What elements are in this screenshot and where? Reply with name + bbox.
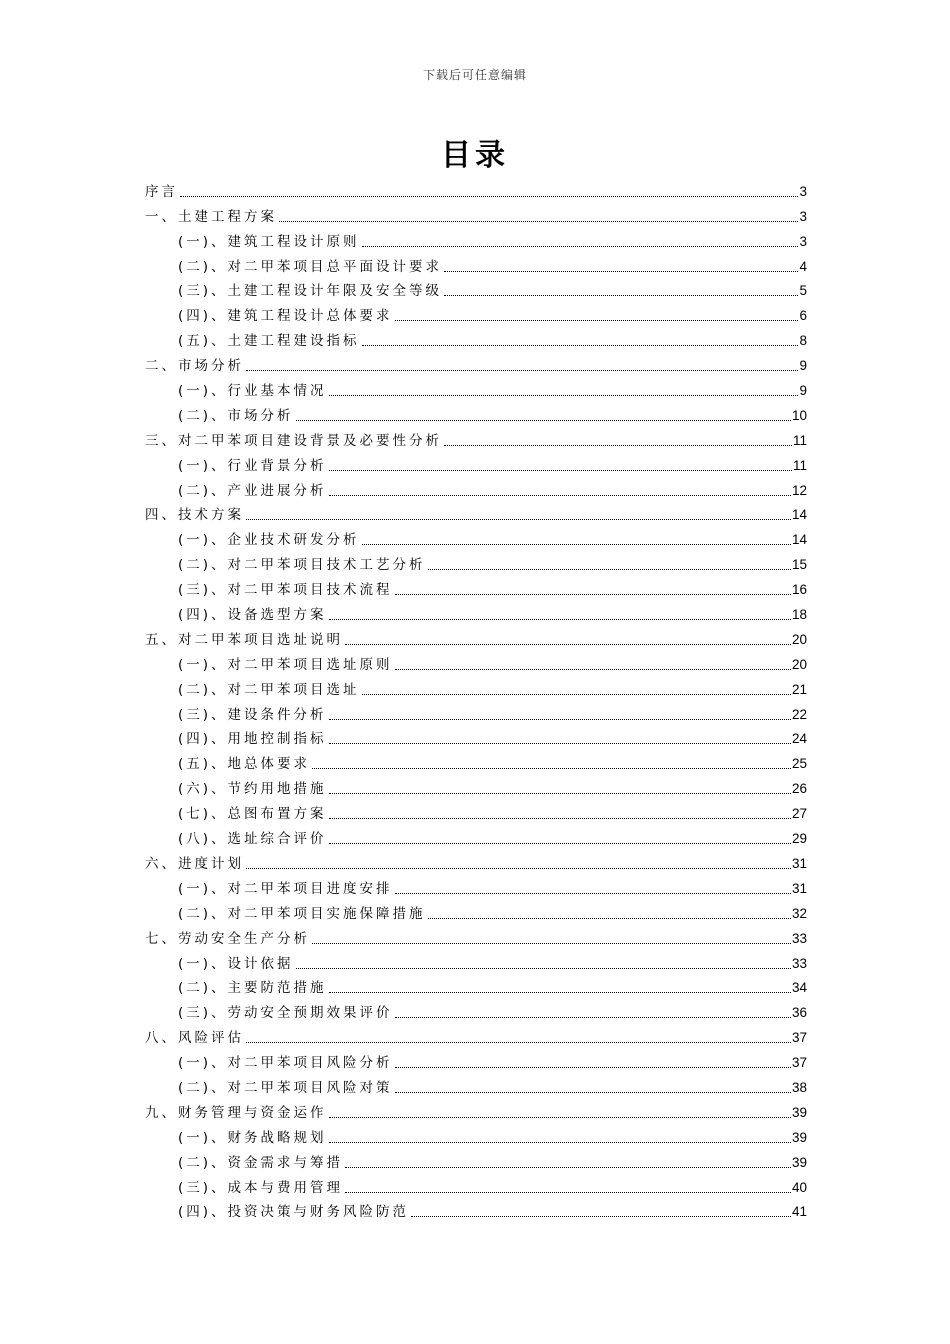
toc-dot-leader <box>345 1167 791 1168</box>
toc-entry-page-number: 20 <box>791 631 807 647</box>
toc-entry-page-number: 26 <box>791 781 807 797</box>
toc-entry[interactable] <box>145 1197 807 1222</box>
toc-dot-leader <box>395 1067 791 1068</box>
toc-dot-leader <box>246 370 798 371</box>
toc-entry[interactable] <box>145 823 807 848</box>
toc-entry-page-number: 18 <box>791 607 807 623</box>
toc-entry-page-number: 38 <box>791 1079 807 1095</box>
toc-entry-label: (四)、设备选型方案 <box>178 607 327 624</box>
toc-entry-label: (四)、投资决策与财务风险防范 <box>178 1204 410 1221</box>
toc-dot-leader <box>329 1142 791 1143</box>
toc-entry-page-number: 36 <box>791 1005 807 1021</box>
toc-entry-page-number: 22 <box>791 706 807 722</box>
toc-entry-page-number: 3 <box>799 183 807 199</box>
toc-entry[interactable] <box>145 997 807 1022</box>
toc-dot-leader <box>279 221 798 222</box>
toc-entry[interactable] <box>145 524 807 549</box>
toc-entry[interactable] <box>145 898 807 923</box>
toc-dot-leader <box>329 818 791 819</box>
toc-entry-label: 一、土建工程方案 <box>145 208 277 225</box>
toc-entry[interactable] <box>145 1122 807 1147</box>
toc-dot-leader <box>444 271 798 272</box>
toc-entry-label: (八)、选址综合评价 <box>178 831 327 848</box>
toc-entry-label: (二)、对二甲苯项目实施保障措施 <box>178 905 426 922</box>
toc-entry[interactable] <box>145 798 807 823</box>
toc-entry-page-number: 10 <box>791 407 807 423</box>
toc-entry-label: (一)、建筑工程设计原则 <box>178 233 360 250</box>
toc-entry-label: (三)、土建工程设计年限及安全等级 <box>178 283 443 300</box>
toc-entry[interactable] <box>145 425 807 450</box>
toc-dot-leader <box>312 943 791 944</box>
toc-entry-page-number: 21 <box>791 681 807 697</box>
toc-entry[interactable] <box>145 873 807 898</box>
toc-entry[interactable] <box>145 350 807 375</box>
toc-entry-page-number: 5 <box>799 283 807 299</box>
toc-entry[interactable] <box>145 300 807 325</box>
toc-entry-page-number: 9 <box>799 383 807 399</box>
toc-entry-label: (一)、企业技术研发分析 <box>178 532 360 549</box>
toc-dot-leader <box>444 295 798 296</box>
toc-entry-page-number: 31 <box>791 855 807 871</box>
toc-dot-leader <box>329 719 791 720</box>
toc-entry-label: (一)、设计依据 <box>178 955 294 972</box>
toc-dot-leader <box>329 495 791 496</box>
toc-entry-page-number: 3 <box>799 208 807 224</box>
page-header: 下载后可任意编辑 <box>422 68 527 82</box>
toc-entry-label: (三)、成本与费用管理 <box>178 1179 344 1196</box>
toc-dot-leader <box>296 968 791 969</box>
toc-entry[interactable] <box>145 748 807 773</box>
toc-dot-leader <box>395 1017 791 1018</box>
toc-entry-label: 六、进度计划 <box>145 855 244 872</box>
toc-dot-leader <box>329 793 791 794</box>
toc-entry-page-number: 16 <box>791 582 807 598</box>
toc-entry-page-number: 33 <box>791 955 807 971</box>
toc-dot-leader <box>444 445 792 446</box>
toc-entry-page-number: 29 <box>791 831 807 847</box>
toc-dot-leader <box>395 893 791 894</box>
toc-dot-leader <box>362 544 791 545</box>
toc-entry-label: 八、风险评估 <box>145 1030 244 1047</box>
toc-entry-label: 二、市场分析 <box>145 358 244 375</box>
toc-entry[interactable] <box>145 276 807 301</box>
toc-entry-page-number: 40 <box>791 1179 807 1195</box>
toc-entry[interactable] <box>145 400 807 425</box>
toc-entry-page-number: 14 <box>791 507 807 523</box>
toc-dot-leader <box>362 345 799 346</box>
toc-entry-page-number: 32 <box>791 905 807 921</box>
toc-entry-label: (七)、总图布置方案 <box>178 806 327 823</box>
toc-dot-leader <box>428 918 791 919</box>
toc-entry[interactable] <box>145 674 807 699</box>
toc-dot-leader <box>246 1042 791 1043</box>
toc-entry-page-number: 24 <box>791 731 807 747</box>
toc-entry-label: 五、对二甲苯项目选址说明 <box>145 631 343 648</box>
toc-entry[interactable] <box>145 1172 807 1197</box>
toc-entry[interactable] <box>145 450 807 475</box>
toc-entry-label: 四、技术方案 <box>145 507 244 524</box>
toc-dot-leader <box>246 519 791 520</box>
toc-entry-label: (二)、对二甲苯项目技术工艺分析 <box>178 557 426 574</box>
toc-entry-page-number: 6 <box>799 308 807 324</box>
toc-dot-leader <box>329 1117 791 1118</box>
toc-entry-label: (三)、劳动安全预期效果评价 <box>178 1005 393 1022</box>
toc-dot-leader <box>362 694 791 695</box>
toc-entry-page-number: 20 <box>791 656 807 672</box>
toc-entry[interactable] <box>145 375 807 400</box>
toc-dot-leader <box>329 395 799 396</box>
toc-entry-label: 序言 <box>145 183 178 200</box>
toc-dot-leader <box>329 743 791 744</box>
toc-entry-label: (二)、对二甲苯项目选址 <box>178 681 360 698</box>
toc-entry-page-number: 39 <box>791 1154 807 1170</box>
page-title: 目录 <box>441 138 509 173</box>
toc-entry-page-number: 8 <box>799 333 807 349</box>
toc-entry-label: (一)、对二甲苯项目进度安排 <box>178 880 393 897</box>
toc-dot-leader <box>180 196 798 197</box>
toc-entry-page-number: 39 <box>791 1129 807 1145</box>
toc-dot-leader <box>329 470 792 471</box>
toc-entry-page-number: 37 <box>791 1030 807 1046</box>
toc-entry-label: 七、劳动安全生产分析 <box>145 930 310 947</box>
toc-dot-leader <box>395 594 791 595</box>
toc-entry-label: (三)、对二甲苯项目技术流程 <box>178 582 393 599</box>
toc-entry[interactable] <box>145 1072 807 1097</box>
toc-entry-label: (二)、产业进展分析 <box>178 482 327 499</box>
toc-entry-page-number: 14 <box>791 532 807 548</box>
toc-entry-page-number: 15 <box>791 557 807 573</box>
toc-entry[interactable] <box>145 1047 807 1072</box>
toc-dot-leader <box>395 669 791 670</box>
toc-entry-page-number: 27 <box>791 806 807 822</box>
toc-entry[interactable] <box>145 1097 807 1122</box>
toc-dot-leader <box>246 868 791 869</box>
toc-entry-label: (六)、节约用地措施 <box>178 781 327 798</box>
toc-entry-label: (一)、对二甲苯项目选址原则 <box>178 656 393 673</box>
toc-entry[interactable] <box>145 1147 807 1172</box>
toc-dot-leader <box>329 992 791 993</box>
toc-dot-leader <box>296 420 791 421</box>
toc-entry-page-number: 12 <box>791 482 807 498</box>
toc-entry-page-number: 34 <box>791 980 807 996</box>
toc-entry[interactable] <box>145 724 807 749</box>
toc-entry-page-number: 31 <box>791 880 807 896</box>
toc-entry-label: (二)、资金需求与筹措 <box>178 1154 344 1171</box>
toc-dot-leader <box>345 644 791 645</box>
toc-entry-label: (二)、对二甲苯项目风险对策 <box>178 1079 393 1096</box>
toc-dot-leader <box>395 320 799 321</box>
toc-entry-label: (一)、行业基本情况 <box>178 383 327 400</box>
toc-entry[interactable] <box>145 699 807 724</box>
toc-entry[interactable] <box>145 201 807 226</box>
toc-entry[interactable] <box>145 475 807 500</box>
toc-dot-leader <box>395 1092 791 1093</box>
toc-entry-label: (三)、建设条件分析 <box>178 706 327 723</box>
toc-dot-leader <box>329 843 791 844</box>
toc-entry[interactable] <box>145 176 807 201</box>
toc-entry[interactable] <box>145 649 807 674</box>
toc-entry-page-number: 4 <box>799 258 807 274</box>
toc-entry-label: (二)、市场分析 <box>178 407 294 424</box>
toc-entry-label: (五)、土建工程建设指标 <box>178 333 360 350</box>
toc-entry[interactable] <box>145 599 807 624</box>
toc-entry[interactable] <box>145 973 807 998</box>
toc-entry-label: (二)、对二甲苯项目总平面设计要求 <box>178 258 443 275</box>
table-of-contents <box>145 176 807 1221</box>
toc-entry-page-number: 37 <box>791 1055 807 1071</box>
toc-entry[interactable] <box>145 226 807 251</box>
toc-entry[interactable] <box>145 923 807 948</box>
toc-entry-label: (四)、建筑工程设计总体要求 <box>178 308 393 325</box>
toc-entry-label: 九、财务管理与资金运作 <box>145 1104 327 1121</box>
toc-entry-page-number: 41 <box>791 1204 807 1220</box>
toc-entry[interactable] <box>145 848 807 873</box>
toc-entry-page-number: 11 <box>792 457 807 473</box>
toc-entry-label: (四)、用地控制指标 <box>178 731 327 748</box>
toc-dot-leader <box>329 619 791 620</box>
toc-entry-label: 三、对二甲苯项目建设背景及必要性分析 <box>145 432 442 449</box>
toc-dot-leader <box>345 1192 791 1193</box>
toc-entry[interactable] <box>145 624 807 649</box>
toc-entry-page-number: 33 <box>791 930 807 946</box>
toc-entry[interactable] <box>145 500 807 525</box>
toc-entry[interactable] <box>145 549 807 574</box>
toc-entry-label: (一)、行业背景分析 <box>178 457 327 474</box>
toc-dot-leader <box>428 569 791 570</box>
toc-entry-page-number: 11 <box>792 432 807 448</box>
toc-dot-leader <box>362 246 799 247</box>
toc-entry[interactable] <box>145 325 807 350</box>
toc-entry-page-number: 39 <box>791 1104 807 1120</box>
toc-entry[interactable] <box>145 574 807 599</box>
toc-entry[interactable] <box>145 948 807 973</box>
toc-entry-page-number: 9 <box>799 358 807 374</box>
toc-entry-page-number: 3 <box>799 233 807 249</box>
toc-dot-leader <box>411 1216 791 1217</box>
toc-entry[interactable] <box>145 1022 807 1047</box>
toc-entry-page-number: 25 <box>791 756 807 772</box>
toc-dot-leader <box>312 768 791 769</box>
toc-entry[interactable] <box>145 251 807 276</box>
toc-entry[interactable] <box>145 773 807 798</box>
toc-entry-label: (五)、地总体要求 <box>178 756 311 773</box>
toc-entry-label: (二)、主要防范措施 <box>178 980 327 997</box>
toc-entry-label: (一)、对二甲苯项目风险分析 <box>178 1055 393 1072</box>
toc-entry-label: (一)、财务战略规划 <box>178 1129 327 1146</box>
